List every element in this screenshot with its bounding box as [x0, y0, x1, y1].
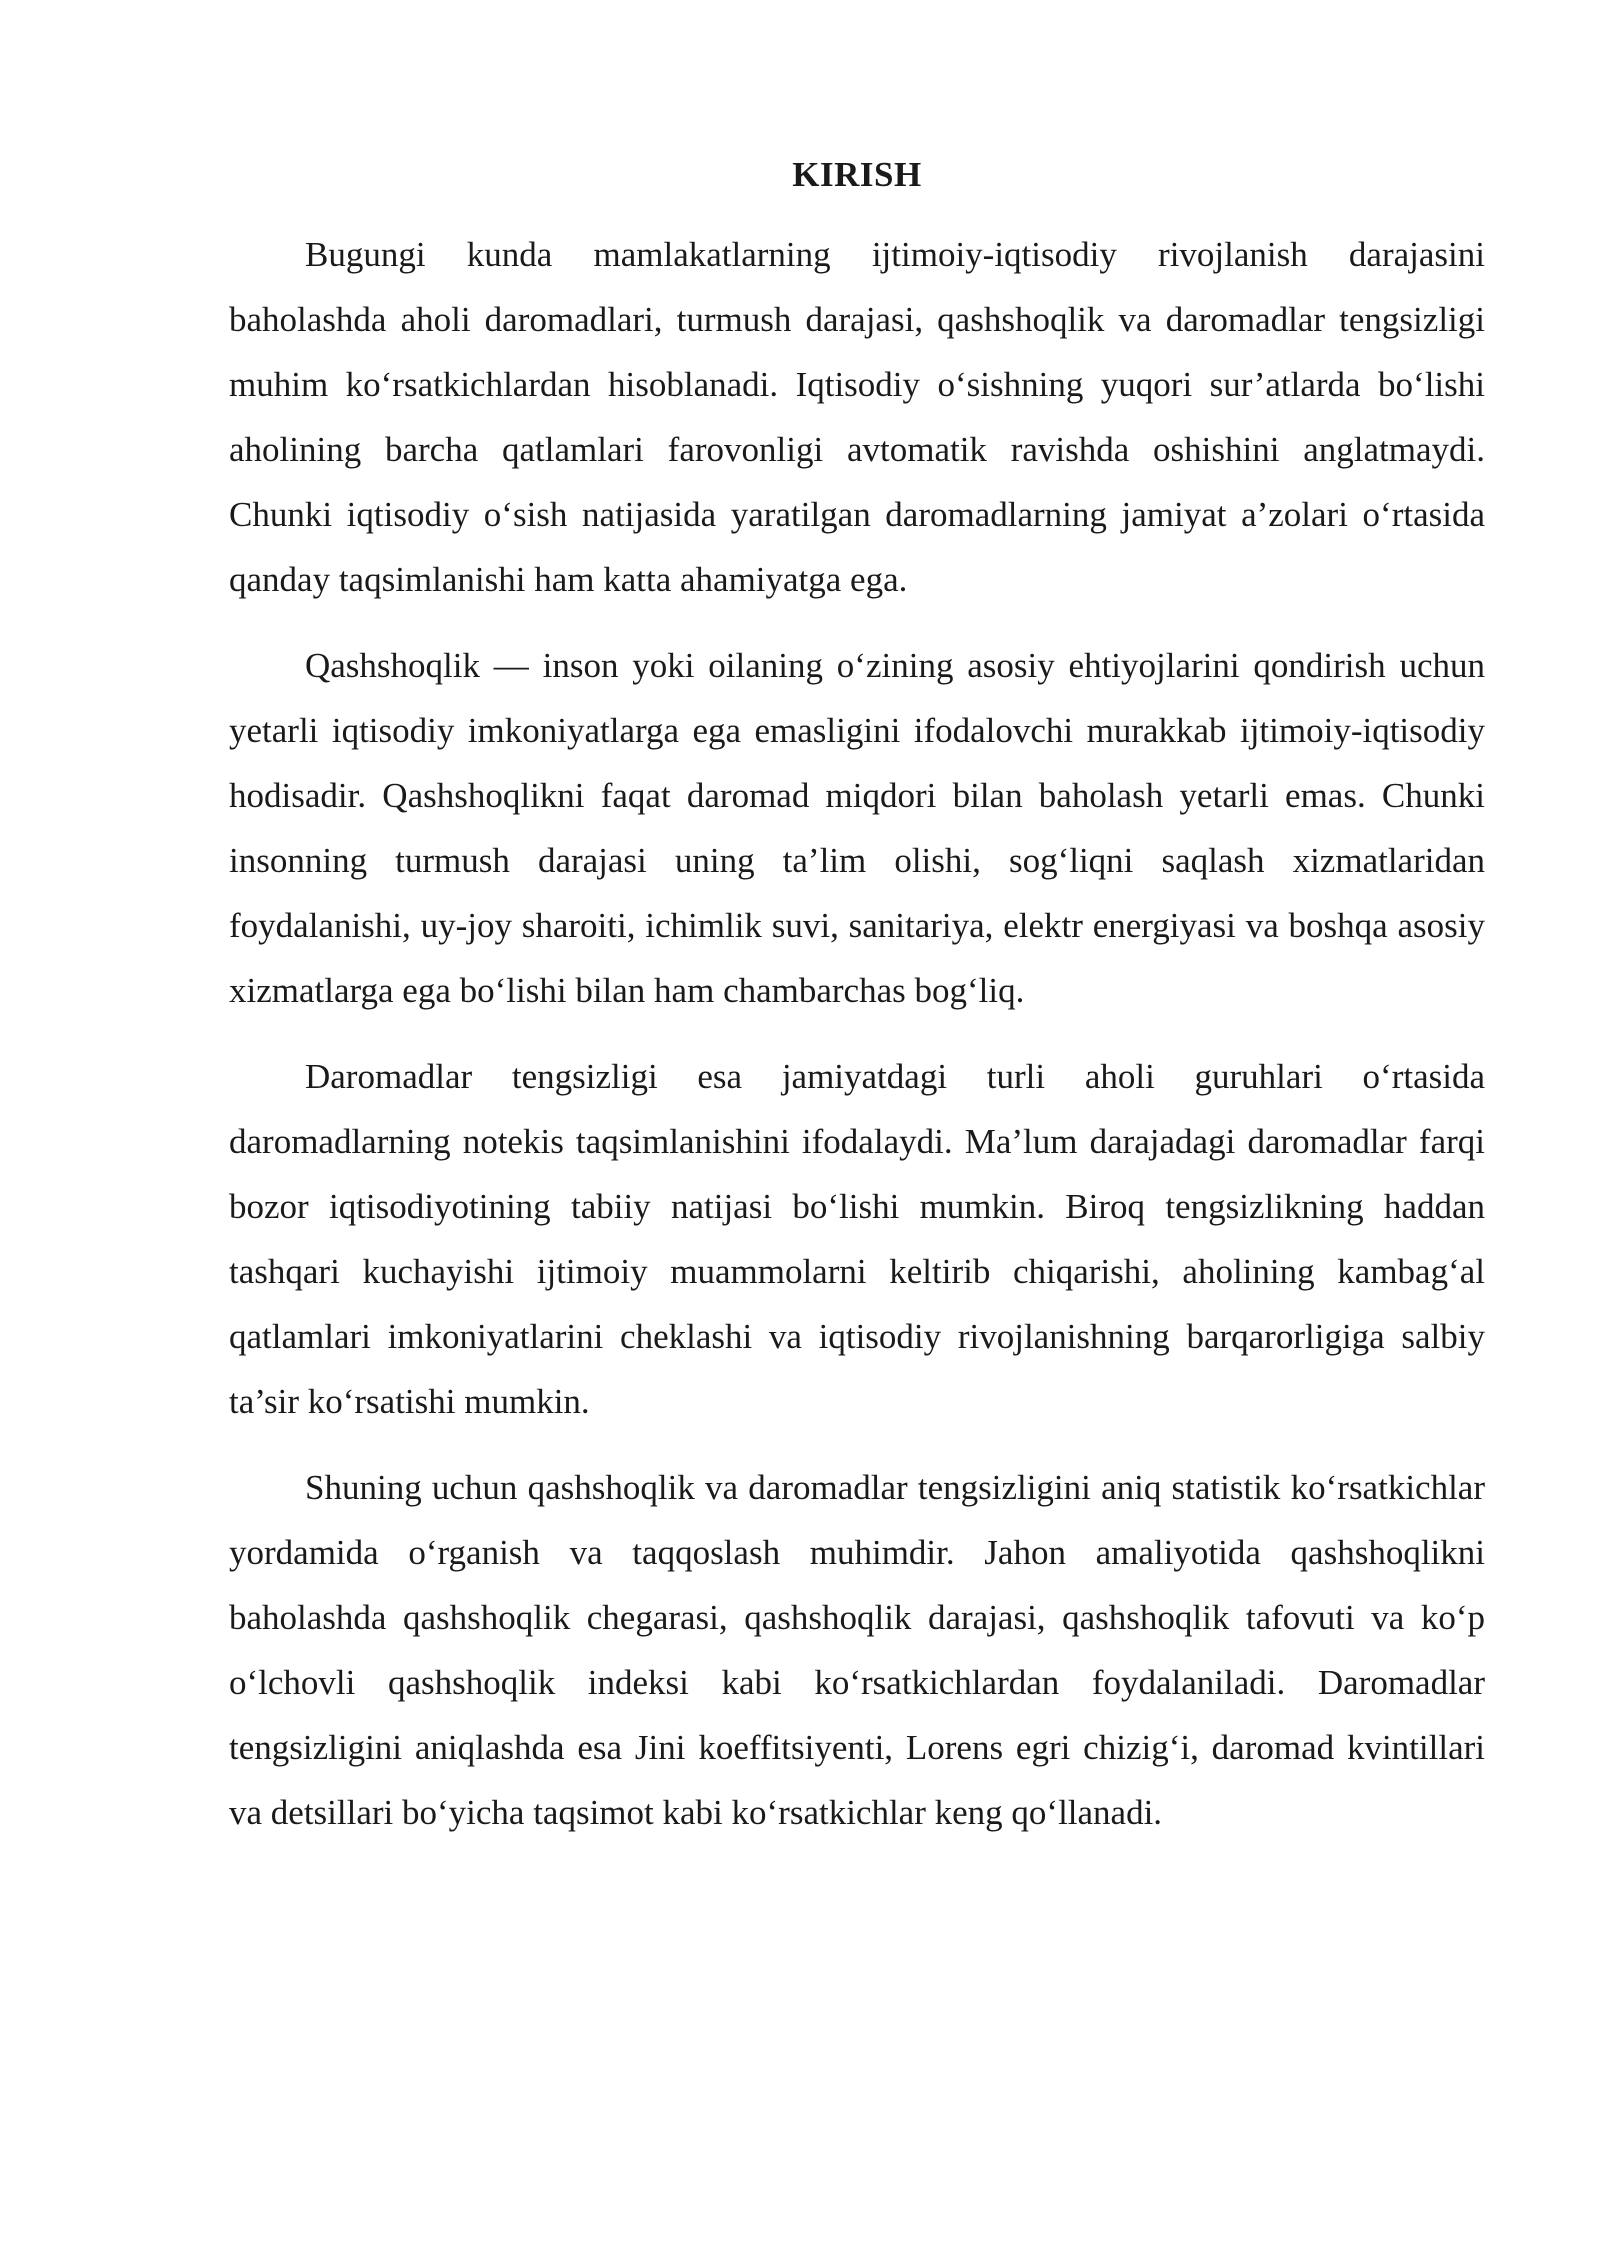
paragraph-income-inequality: Daromadlar tengsizligi esa jamiyatdagi turli aholi guruhlari o‘rtasida daromadlarning notekis taqsimlanishini ifodalaydi. Ma’lum darajadagi daromadlar farqi bozor iqtisodiyotining tabiiy natijasi bo‘lishi mumkin. Biroq tengsizlikning haddan tashqari kuchayishi ijtimoiy muammolarni keltirib chiqarishi, aholining kambag‘al qatlamlari imkoniyatlarini cheklashi va iqtisodiy rivojlanishning barqarorligiga salbiy ta’sir ko‘rsatishi mumkin.	[229, 1057, 1485, 1421]
paragraph-intro: Bugungi kunda mamlakatlarning ijtimoiy-iqtisodiy rivojlanish darajasini baholashda aholi daromadlari, turmush darajasi, qashshoqlik va daromadlar tengsizligi muhim ko‘rsatkichlardan hisoblanadi. Iqtisodiy o‘sishning yuqori sur’atlarda bo‘lishi aholining barcha qatlamlari farovonligi avtomatik ravishda oshishini anglatmaydi. Chunki iqtisodiy o‘sish natijasida yaratilgan daromadlarning jamiyat a’zolari o‘rtasida qanday taqsimlanishi ham katta ahamiyatga ega.	[229, 235, 1485, 599]
paragraph-indicators: Shuning uchun qashshoqlik va daromadlar tengsizligini aniq statistik ko‘rsatkichlar yordamida o‘rganish va taqqoslash muhimdir. Jahon amaliyotida qashshoqlikni baholashda qashshoqlik chegarasi, qashshoqlik darajasi, qashshoqlik tafovuti va ko‘p o‘lchovli qashshoqlik indeksi kabi ko‘rsatkichlardan foydalaniladi. Daromadlar tengsizligini aniqlashda esa Jini koeffitsiyenti, Lorens egri chizig‘i, daromad kvintillari va detsillari bo‘yicha taqsimot kabi ko‘rsatkichlar keng qo‘llanadi.	[229, 1468, 1485, 1832]
paragraph-poverty-definition: Qashshoqlik — inson yoki oilaning o‘zining asosiy ehtiyojlarini qondirish uchun yetarli iqtisodiy imkoniyatlarga ega emasligini ifodalovchi murakkab ijtimoiy-iqtisodiy hodisadir. Qashshoqlikni faqat daromad miqdori bilan baholash yetarli emas. Chunki insonning turmush darajasi uning ta’lim olishi, sog‘liqni saqlash xizmatlaridan foydalanishi, uy-joy sharoiti, ichimlik suvi, sanitariya, elektr energiyasi va boshqa asosiy xizmatlarga ega bo‘lishi bilan ham chambarchas bog‘liq.	[229, 646, 1485, 1010]
page-title: KIRISH	[792, 155, 922, 194]
document-body	[229, 150, 1485, 1866]
